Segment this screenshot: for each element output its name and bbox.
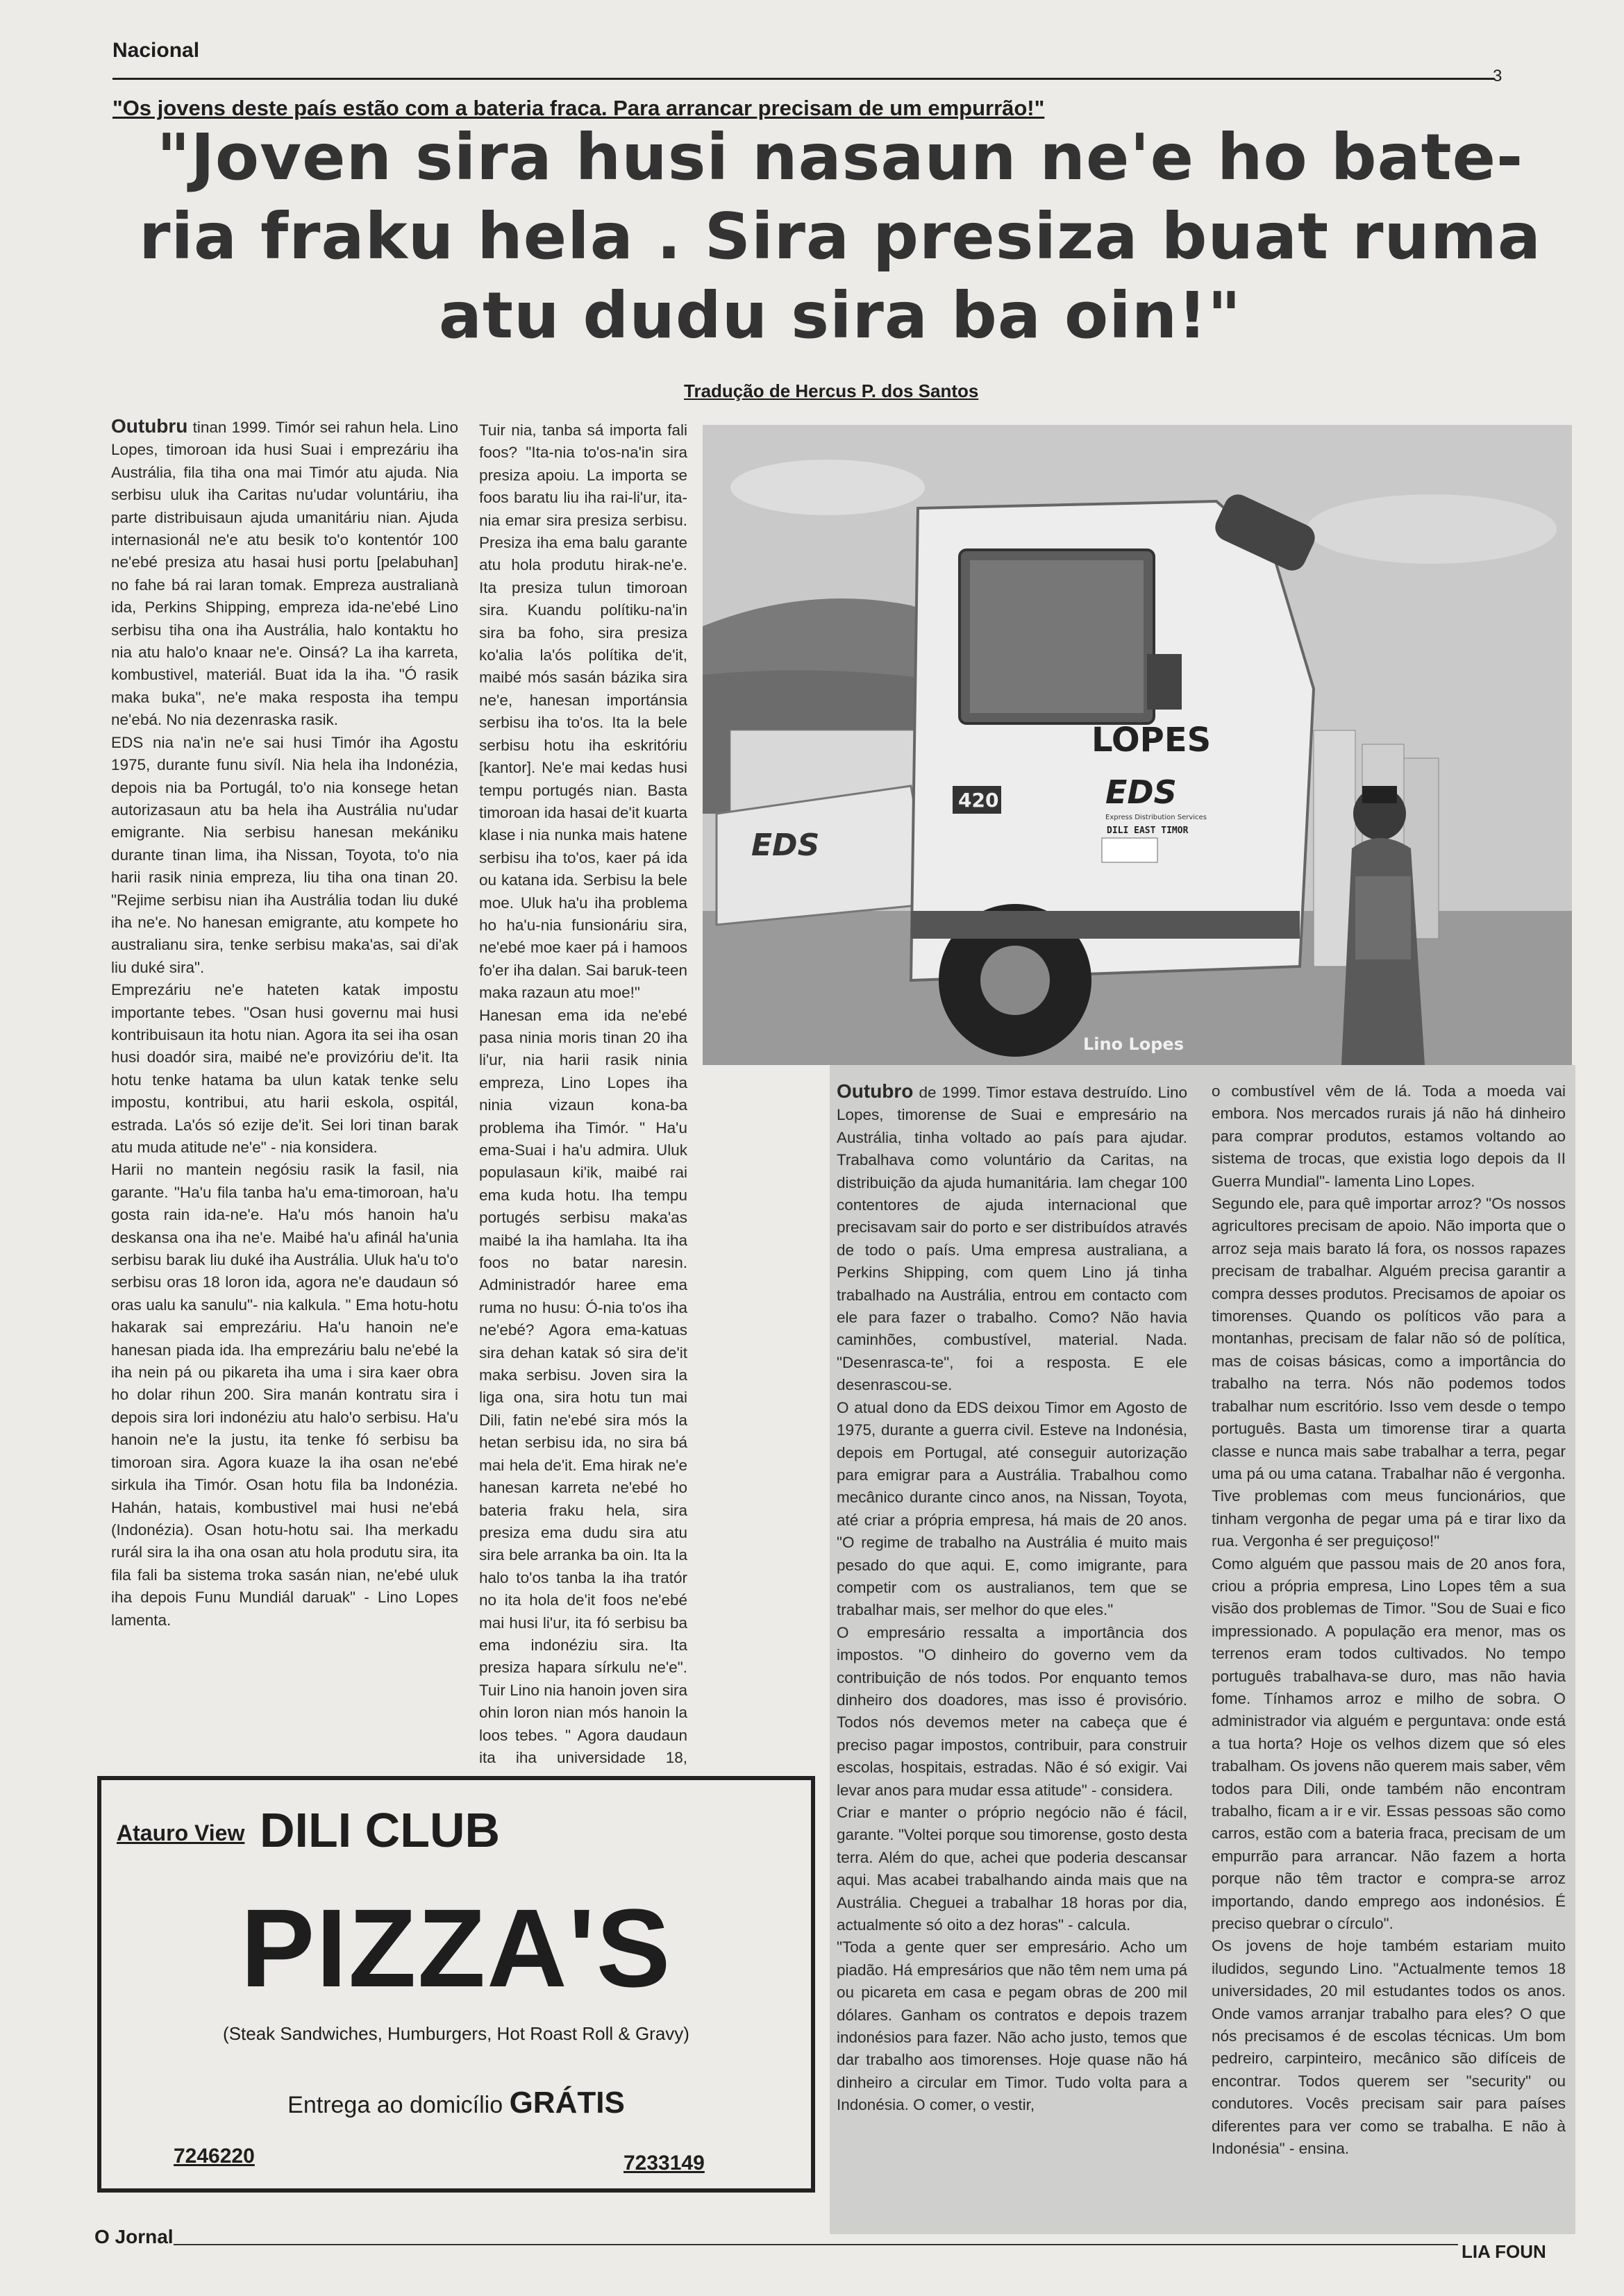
footer-rule bbox=[174, 2244, 1458, 2245]
paragraph: Segundo ele, para quê importar arroz? "Os nossos agricultores precisam de apoio. Não importa que o arroz seja mais barato lá fora, os nossos rapazes precisam de trabalhar. Alguém precisa garantir a compra desses produtos. Precisamos de apoiar os timorenses. Quando os políticos vão para a montanhas, precisam de falar não só de política, mas de coisas básicas, como a importância do trabalho na terra. Nós não podemos todos trabalhar num escritório. Isso vem desde o tempo português. Basta um timorense tirar a quarta classe e nunca mais sabe trabalhar a terra, pegar uma pá ou uma catana. Trabalhar não é vergonha. Tive problemas com meus funcionários, que tinham vergonha de pegar uma pá e tirar lixo da rua. Vergonha é ser preguiçoso!" bbox=[1212, 1195, 1566, 1550]
ad-delivery-text: Entrega ao domicílio bbox=[287, 2092, 503, 2118]
paragraph: EDS nia na'in ne'e sai husi Timór iha Agostu 1975, durante funu sivíl. Nia hela iha Indonézia, depois nia ba Portugál, to'o nia konsege hetan autorizasaun atu ba hela iha Austrália nu'udar emigrante. Nia serbisu hanesan mekániku durante tinan lima, iha Nissan, Toyota, to'o nia harii rasik ninia empreza, liu tiha ona tinan 20. "Rejime serbisu nian iha Austrália todan liu duké iha ne'e. No hanesan emigrante, atu kompete ho australianu sira, tenke serbisu maka'as, sai di'ak liu duké sira". bbox=[111, 733, 458, 976]
ad-brand-small: Atauro View bbox=[117, 1820, 245, 1845]
paragraph: Hanesan ema ida ne'ebé pasa ninia moris tinan 20 iha li'ur, nia harii rasik ninia empreza, Lino Lopes iha ninia vizaun kona-ba problema iha Timór. " Ha'u ema-Suai i ha'u admira. Uluk populasaun ki'ik, maibé rai ema kuda hotu. Iha tempu portugés serbisu maka'as maibé la iha hamlaha. Ita iha foos no batar naresin. Administradór haree ema ruma no husu: Ó-nia to'os iha ne'ebé? Agora ema-katuas sira dehan katak só sira de'it maka serbisu. Joven sira la liga ona, sira hotu tun mai Dili, fatin ne'ebé sira mós la hetan serbisu ida, no sira bá mai hela de'it. Ema hirak ne'e hanesan karreta ne'ebé ho bateria fraku hela, sira presiza ema dudu sira atu sira bele arranka ba oin. Ita la halo to'os tanba la iha tratór no ita hola de'it foos ne'ebé mai husi li'ur, ita fó serbisu ba ema indonéziu sira. Ita presiza hapara sírkulu ne'e". Tuir Lino nia hanoin joven sira ohin loron nian mós hanoin la loos tebes. " Agora daudaun ita iha universidade 18, bbox=[479, 1006, 687, 1766]
section-label: Nacional bbox=[112, 39, 200, 62]
paragraph: o combustível vêm de lá. Toda a moeda vai embora. Nos mercados rurais já não há dinheiro para comprar produtos, estamos voltando ao sistema de trocas, que existia logo depois da II Guerra Mundial"- lamenta Lino Lopes. bbox=[1212, 1082, 1566, 1190]
ad-phone-1: 7246220 bbox=[174, 2145, 255, 2168]
ad-delivery-free: GRÁTIS bbox=[509, 2086, 625, 2120]
truck-label: LOPES bbox=[1091, 721, 1212, 760]
paragraph: Criar e manter o próprio negócio não é fácil, garante. "Voltei porque sou timorense, gosto desta terra. Além do que, achei que poderia descansar aqui. Mas acabei trabalhando ainda mais que na Austrália. Cheguei a trabalhar 18 horas por dia, actualmente só oito a dez horas" - calcula. bbox=[837, 1804, 1187, 1934]
paragraph: O atual dono da EDS deixou Timor em Agosto de 1975, durante a guerra civil. Esteve na Indonésia, depois em Portugal, até conseguir autorização para emigrar para a Austrália. Trabalhou como mecânico durante cinco anos, na Nissan, Toyota, até criar a própria empresa, há mais de 20 anos. "O regime de trabalho na Austrália é muito mais pesado do que aqui. E, como imigrante, para competir com os australianos, tem que se trabalhar mais, ser melhor do que eles." bbox=[837, 1398, 1187, 1619]
fleet-number: 420 bbox=[958, 789, 999, 812]
ad-menu: (Steak Sandwiches, Humburgers, Hot Roast Roll & Gravy) bbox=[223, 2023, 689, 2044]
photo-caption: Lino Lopes bbox=[1083, 1034, 1184, 1054]
footer-publication: O Jornal bbox=[94, 2226, 174, 2247]
headline-line-2: ria fraku hela . Sira presiza buat ruma bbox=[139, 199, 1541, 274]
headline-line-3: atu dudu sira ba oin!" bbox=[438, 278, 1242, 353]
eds-logo-subtitle: Express Distribution Services bbox=[1105, 814, 1207, 821]
tetum-column-1 bbox=[111, 415, 458, 1762]
lead-word-portuguese: Outubro bbox=[837, 1080, 914, 1102]
lead-word-tetum: Outubru bbox=[111, 415, 188, 437]
ad-brand-big: DILI CLUB bbox=[260, 1803, 501, 1857]
paragraph: Como alguém que passou mais de 20 anos fora, criou a própria empresa, Lino Lopes têm a sua visão dos problemas de Timor. "Sou de Suai e fico impressionado. A população era menor, mas os terrenos eram todos cultivados. No tempo português trabalhava-se duro, mas não havia fome. Tínhamos arroz e milho de sobra. O administrador via alguém e perguntava: onde está a tua horta? Hoje os velhos dizem que só eles trabalham. Os jovens não querem mais saber, vêm todos para Dili, onde também não encontram trabalho, ficam a ir e vir. Essas pessoas são como carros, estão com a bateria fraca, precisam de um empurrão para arrancar. Não fazem a horta porque não têm tractor e compra-se arroz importando, dando emprego aos indonésios. É preciso quebrar o círculo". bbox=[1212, 1555, 1566, 1933]
portuguese-column-1 bbox=[837, 1080, 1187, 2233]
eds-logo: EDS bbox=[1105, 773, 1177, 811]
paragraph: de 1999. Timor estava destruído. Lino Lopes, timorense de Suai e empresário na Austrália, tinha voltado ao país para ajudar. Trabalhava como voluntário da Caritas, na distribuição da ajuda humanitária. Iam chegar 100 contentores de ajuda internacional que precisavam sair do porto e ser distribuídos através de todo o país. Uma empresa australiana, a Perkins Shipping, com quem Lino já tinha trabalhado na Austrália, entrou em contacto com ele para fazer o trabalho. Como? Não havia caminhões, combustível, material. Nada. "Desenrasca-te", foi a resposta. E ele desenrascou-se. bbox=[837, 1084, 1187, 1394]
paragraph: Os jovens de hoje também estariam muito iludidos, segundo Lino. "Actualmente temos 18 universidades, 20 mil estudantes todos os anos. Onde vamos arranjar trabalho para eles? O que nós precisamos é de escolas técnicas. Um bom pedreiro, carpinteiro, mecânico são difíceis de encontrar. Todos querem ser "security" ou condutores. Vocês precisam sair para países diferentes para ver como se trabalha. E não à Indonésia" - ensina. bbox=[1212, 1937, 1566, 2158]
paragraph: O empresário ressalta a importância dos impostos. "O dinheiro do governo vem da contribuição de nós todos. Por enquanto temos dinheiro dos doadores, mas isso é provisório. Todos nós devemos meter na cabeça que é preciso pagar impostos, contribuir, para construir escolas, hospitais, estradas. Não é só exigir. Vai levar anos para mudar essa atitude" - considera. bbox=[837, 1623, 1187, 1799]
truck-illustration bbox=[703, 425, 1572, 1065]
translation-credit: Tradução de Hercus P. dos Santos bbox=[684, 380, 979, 401]
portuguese-subtitle: "Os jovens deste país estão com a bateria fraca. Para arrancar precisam de um empurrão!" bbox=[112, 96, 1045, 120]
paragraph: Harii no mantein negósiu rasik la fasil, nia garante. "Ha'u fila tanba ha'u ema-timoroan, ha'u gosta rain ida-ne'e. Ha'u mós hanoin ha'u deskansa ona iha ne'e. Maibé ha'u afinál ha'unia serbisu barak liu duké iha Austrália. Uluk ha'u to'o serbisu oras 18 loron ida, agora ne'e daudaun só oras ualu ka sanulu"- nia kalkula. " Ema hotu-hotu hakarak sai emprezáriu. Ha'u hanoin ne'e hanesan piada ida. Iha emprezáriu balu ne'ebé la iha nein pá ou pikareta iha uma i sira kaer obra ho dolar rihun 200. Sira manán kontratu sira i depois sira lori indonéziu atu halo'o serbisu. Ha'u hanoin ne'e la justu, ita tenke fó serbisu ba timoroan sira. Agora kuaze la iha osan ne'ebé sirkula iha Timór. Osan hotu fila ba Indonézia. Hahán, hatais, kombustivel mai husi ne'ebá (Indonézia). Osan hotu-hotu sai. Iha merkadu rurál sira la iha ona osan atu hola produtu sira, ita fila fali ba sistema troka sasán nian, ne'ebé uluk iha depois Funu Mundiál daruak" - Lino Lopes lamenta. bbox=[111, 1161, 458, 1629]
ad-phone-2: 7233149 bbox=[623, 2152, 705, 2175]
tetum-column-2 bbox=[479, 419, 687, 1766]
truck-photo bbox=[703, 425, 1572, 1065]
page-number: 3 bbox=[1493, 67, 1502, 85]
advertisement bbox=[97, 1776, 815, 2193]
trailer-eds-logo: EDS bbox=[751, 828, 820, 863]
paragraph: tinan 1999. Timór sei rahun hela. Lino Lopes, timoroan ida husi Suai i emprezáriu iha Austrália, fila tiha ona mai Timór atu ajuda. Nia serbisu uluk iha Caritas nu'udar voluntáriu, iha parte distribuisaun ajuda umanitáriu nian. Ajuda internasionál ne'e atu besik to'o kontentór 100 ne'ebé presiza atu hasai husi portu [pelabuhan] no fahe bá rai laran tomak. Empreza australianà ida, Perkins Shipping, empreza ida-ne'ebé Lino serbisu tiha ona iha Austrália, halo kontaktu ho nia atu halo'o knaar ne'e. Oinsá? La iha karreta, kombustivel, materiál. Buat ida la iha. "Ó rasik maka buka", ne'e maka resposta iha tempu ne'ebá. No nia dezenraska rasik. bbox=[111, 419, 458, 729]
ad-product: PIZZA'S bbox=[240, 1886, 672, 2010]
paragraph: "Toda a gente quer ser empresário. Acho um piadão. Há empresários que não têm nem uma pá ou picareta em casa e pegam obras de 200 mil dólares. Ganham os contratos e depois trazem indonésios para fazer. Não acho justo, temos que dar trabalho aos timorenses. Hoje quase não há dinheiro a circular em Timor. Tudo volta para a Indonésia. O comer, o vestir, bbox=[837, 1938, 1187, 2114]
portuguese-column-2 bbox=[1212, 1080, 1566, 2233]
ad-delivery bbox=[101, 2086, 811, 2120]
headline bbox=[104, 118, 1576, 355]
eds-logo-location: DILI EAST TIMOR bbox=[1107, 826, 1189, 836]
footer-section: LIA FOUN bbox=[1462, 2241, 1546, 2262]
header-rule bbox=[112, 78, 1494, 80]
paragraph: Tuir nia, tanba sá importa fali foos? "Ita-nia to'os-na'in sira presiza apoiu. La importa se foos baratu liu iha rai-li'ur, ita-nia emar sira presiza serbisu. Presiza iha ema balu garante atu hola produtu hirak-ne'e. Ita presiza tulun timoroan sira. Kuandu polítiku-na'in sira ba foho, sira presiza ko'alia la'ós polítika de'it, maibé mós sasán bázika sira ne'e, hanesan importánsia serbisu iha to'os. Ita la bele serbisu hotu iha eskritóriu [kantor]. Ne'e mai kedas husi tempu portugés nian. Basta timoroan ida hasai de'it kuarta klase i nia nunka mais hatene serbisu iha to'os, kaer pá ida ou katana ida. Serbisu la bele moe. Uluk ha'u iha problema ho ha'u-nia funsionáriu sira, ne'ebé moe kaer pá i hamoos fo'er iha dalan. Sai baruk-teen maka razaun atu moe!" bbox=[479, 421, 687, 1002]
paragraph: Emprezáriu ne'e hateten katak impostu importante tebes. "Osan husi governu mai husi kontribuisaun ita hotu nian. Agora ita sei iha osan husi doadór sira, maibé ne'e provizóriu de'it. Ita hotu tenke hatama ba ulun katak tenke selu impostu, kontribui, atu harii eskola, ospitál, estrada. La'ós só ezije de'it. Sei lori tinan barak atu muda atitude ne'e" - nia konsidera. bbox=[111, 981, 458, 1156]
headline-line-1: "Joven sira husi nasaun ne'e ho bate- bbox=[156, 120, 1524, 194]
